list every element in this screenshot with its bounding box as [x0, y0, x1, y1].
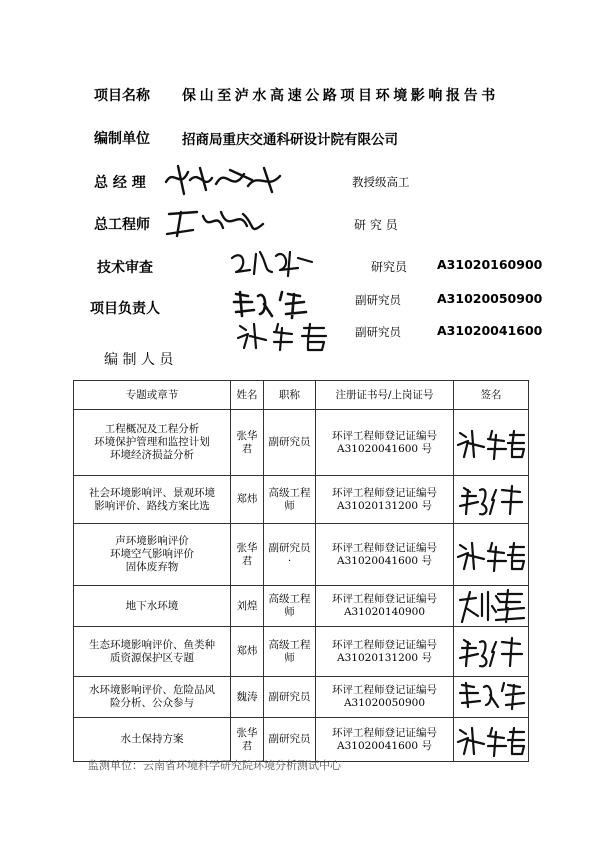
- row-cert: [316, 718, 454, 762]
- header-name: 姓名: [231, 381, 264, 410]
- row-name: 郑炜: [231, 627, 264, 677]
- topic-line: 社会环境影响评、景观环境: [89, 486, 215, 499]
- row-title: 副研究员: [264, 410, 316, 476]
- tech-review-title: 研究员: [371, 260, 408, 274]
- topic-line: 水环境影响评价、危险品风: [89, 684, 215, 696]
- topic-line: 环境保护管理和监控计划: [94, 436, 210, 448]
- topic-line: 水土保持方案: [120, 733, 184, 745]
- staff-table: [73, 380, 529, 762]
- table-row: [74, 627, 529, 677]
- table-row: [74, 410, 529, 476]
- topic-line: 环境空气影响评价: [110, 548, 194, 560]
- signature-image: [456, 720, 526, 760]
- row-name: 魏涛: [231, 677, 264, 718]
- row-signature: [454, 410, 529, 476]
- topic-line: 险分析、公众参与: [110, 697, 194, 709]
- cert-line: 环评工程师登记证编号: [332, 726, 437, 739]
- topic-line: 地下水环境: [125, 599, 179, 612]
- signature-image: [456, 480, 526, 520]
- row-topic: [74, 627, 231, 677]
- row-name: 郑炜: [231, 476, 264, 524]
- topic-line: 生态环境影响评价、鱼类种: [89, 638, 215, 651]
- row-title: 副研究员 ·: [264, 524, 316, 586]
- row-cert: [316, 586, 454, 627]
- cert-line: 环评工程师登记证编号: [332, 638, 437, 651]
- row-topic: [74, 410, 231, 476]
- leader-2-title: 副研究员: [355, 325, 401, 339]
- cert-line: A31020140900: [343, 606, 426, 618]
- row-title: 副研究员: [264, 718, 316, 762]
- row-signature: [454, 718, 529, 762]
- chief-engineer-title: 研 究 员: [354, 218, 398, 232]
- topic-line: 固体废弃物: [125, 561, 179, 573]
- row-cert: [316, 524, 454, 586]
- compiling-unit-value: 招商局重庆交通科研设计院有限公司: [182, 132, 398, 148]
- signature-image: [456, 535, 526, 575]
- table-row: [74, 476, 529, 524]
- cert-line: 环评工程师登记证编号: [332, 593, 437, 605]
- row-topic: [74, 586, 231, 627]
- header-signature: 签名: [454, 381, 529, 410]
- row-name: 张华君: [231, 718, 264, 762]
- compiling-unit-label: 编制单位: [94, 131, 150, 147]
- cert-line: 环评工程师登记证编号: [332, 541, 437, 554]
- row-title: 高级工程师: [264, 586, 316, 627]
- row-title: 高级工程师: [264, 476, 316, 524]
- signature-image: [456, 586, 526, 626]
- topic-line: 环境经济损益分析: [110, 449, 194, 461]
- cert-line: A31020041600 号: [337, 554, 432, 567]
- row-signature: [454, 524, 529, 586]
- cert-line: A31020050900: [343, 697, 426, 709]
- signature-image: [456, 423, 526, 463]
- tech-review-signature: [228, 244, 318, 278]
- table-row: [74, 677, 529, 718]
- table-row: [74, 586, 529, 627]
- chief-engineer-label: 总工程师: [94, 217, 150, 233]
- project-leader-signature-2: [234, 318, 334, 352]
- row-signature: [454, 586, 529, 627]
- cert-line: A31020131200 号: [337, 651, 432, 664]
- header-cert: 注册证书号/上岗证号: [316, 381, 454, 410]
- monitoring-unit-footer: 监测单位：云南省环境科学研究院环境分析测试中心: [88, 759, 341, 772]
- general-manager-signature: [160, 160, 300, 198]
- row-cert: [316, 410, 454, 476]
- cert-line: 环评工程师登记证编号: [332, 429, 437, 442]
- row-name: 张华君: [231, 410, 264, 476]
- table-row: [74, 718, 529, 762]
- cert-line: A31020131200 号: [337, 499, 432, 512]
- row-signature: [454, 476, 529, 524]
- tech-review-label: 技术审查: [97, 260, 153, 276]
- signature-image: [456, 632, 526, 672]
- row-cert: [316, 627, 454, 677]
- topic-line: 工程概况及工程分析: [104, 423, 200, 435]
- staff-heading: 编 制 人 员: [104, 352, 174, 368]
- topic-line: 影响评价、路线方案比选: [94, 499, 210, 512]
- project-leader-signature-1: [230, 286, 320, 320]
- project-name-value: 保山至泸水高速公路项目环境影响报告书: [182, 88, 499, 104]
- row-topic: [74, 524, 231, 586]
- project-leader-label: 项目负责人: [90, 301, 160, 317]
- header-topic: 专题或章节: [74, 381, 231, 410]
- leader-2-cert: A31020041600: [437, 323, 543, 338]
- row-name: 刘煌: [231, 586, 264, 627]
- row-title: 副研究员: [264, 677, 316, 718]
- row-cert: [316, 476, 454, 524]
- cert-line: A31020041600 号: [337, 739, 432, 752]
- row-signature: [454, 627, 529, 677]
- row-topic: [74, 476, 231, 524]
- row-topic: [74, 718, 231, 762]
- cert-line: 环评工程师登记证编号: [332, 684, 437, 696]
- general-manager-label: 总 经 理: [94, 175, 146, 191]
- general-manager-title: 教授级高工: [352, 175, 410, 189]
- leader-1-cert: A31020050900: [437, 291, 543, 306]
- topic-line: 质资源保护区专题: [110, 651, 194, 664]
- staff-table-header-row: [74, 381, 529, 410]
- row-topic: [74, 677, 231, 718]
- project-name-label: 项目名称: [94, 88, 150, 104]
- row-cert: [316, 677, 454, 718]
- topic-line: 声环境影响评价: [115, 535, 189, 547]
- table-row: [74, 524, 529, 586]
- leader-1-title: 副研究员: [355, 293, 401, 307]
- row-name: 张华君: [231, 524, 264, 586]
- tech-review-cert: A31020160900: [437, 257, 543, 272]
- chief-engineer-signature: [163, 204, 273, 240]
- cert-line: A31020041600 号: [337, 442, 432, 455]
- header-title: 职称: [264, 381, 316, 410]
- row-title: 高级工程师: [264, 627, 316, 677]
- cert-line: 环评工程师登记证编号: [332, 486, 437, 499]
- row-signature: [454, 677, 529, 718]
- signature-image: [456, 677, 526, 717]
